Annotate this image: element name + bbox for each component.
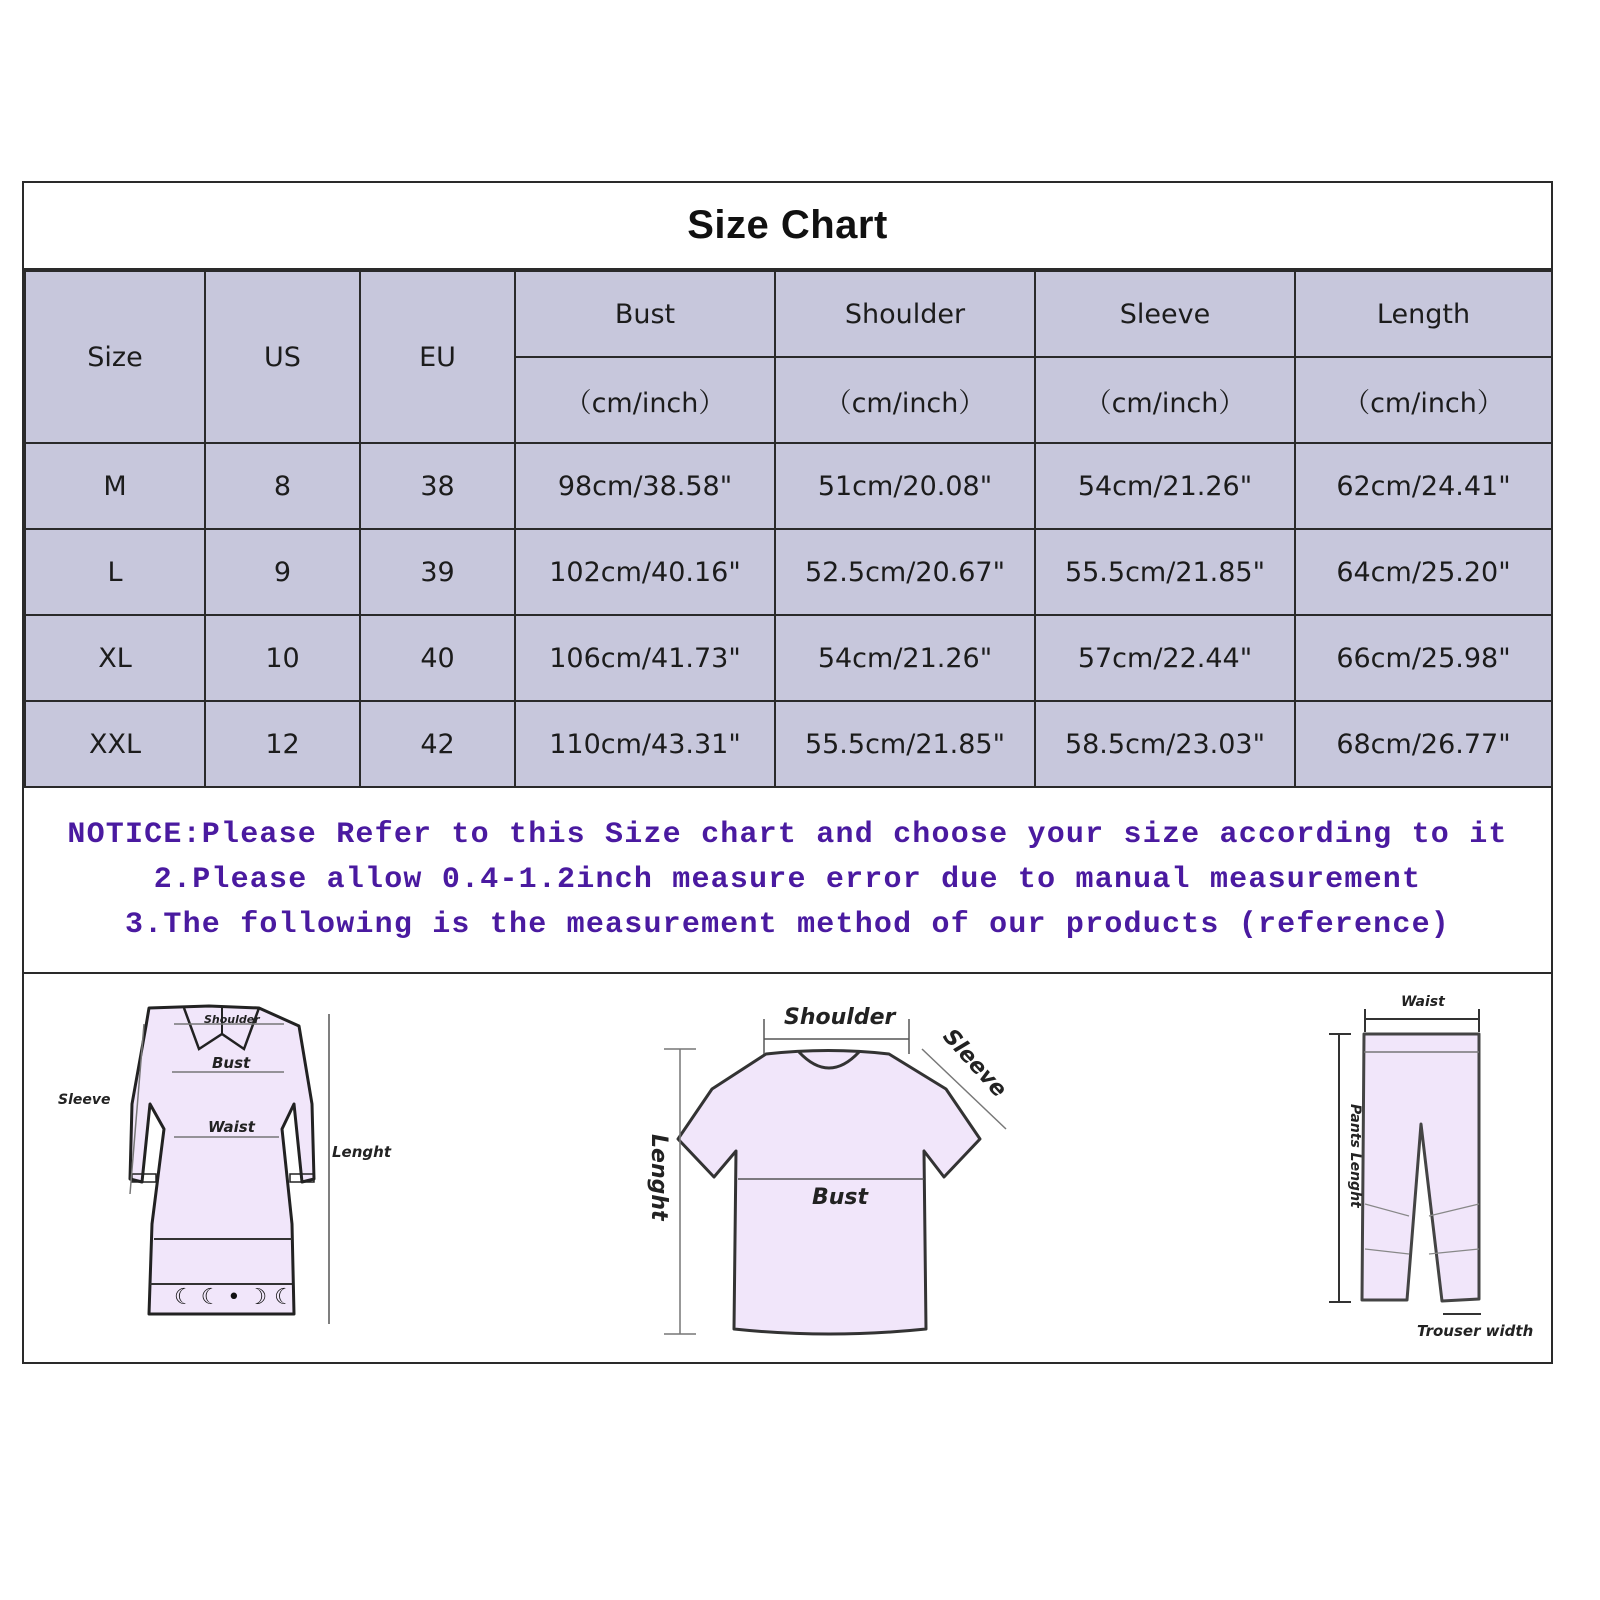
tshirt-diagram-icon (614, 989, 1034, 1349)
cell-us: 12 (205, 701, 360, 787)
header-sleeve: Sleeve (1035, 271, 1295, 357)
cell-eu: 38 (360, 443, 515, 529)
cell-us: 9 (205, 529, 360, 615)
unit-length: （cm/inch） (1295, 357, 1552, 443)
cell-shoulder: 51cm/20.08" (775, 443, 1035, 529)
header-length: Length (1295, 271, 1552, 357)
unit-bust: （cm/inch） (515, 357, 775, 443)
pants-length-label: Pants Lenght (1347, 1104, 1363, 1208)
header-bust: Bust (515, 271, 775, 357)
notice-line-2: 2.Please allow 0.4-1.2inch measure error due to manual measurement (153, 862, 1422, 897)
cell-shoulder: 54cm/21.26" (775, 615, 1035, 701)
svg-text:☾ ☾ • ☽ ☾: ☾ ☾ • ☽ ☾ (174, 1285, 294, 1310)
cell-sleeve: 54cm/21.26" (1035, 443, 1295, 529)
measurement-diagrams (24, 974, 1551, 1362)
table-row (25, 529, 1552, 615)
table-row (25, 701, 1552, 787)
size-chart-frame (22, 181, 1553, 1364)
unit-shoulder: （cm/inch） (775, 357, 1035, 443)
header-us: US (205, 271, 360, 443)
table-row (25, 443, 1552, 529)
pants-width-label: Trouser width (1417, 1322, 1534, 1340)
cell-shoulder: 52.5cm/20.67" (775, 529, 1035, 615)
cell-size: XXL (25, 701, 205, 787)
cell-shoulder: 55.5cm/21.85" (775, 701, 1035, 787)
dress-shoulder-label: Shoulder (204, 1013, 260, 1026)
unit-sleeve: （cm/inch） (1035, 357, 1295, 443)
cell-sleeve: 57cm/22.44" (1035, 615, 1295, 701)
cell-eu: 42 (360, 701, 515, 787)
tshirt-shoulder-label: Shoulder (784, 1005, 896, 1030)
cell-bust: 106cm/41.73" (515, 615, 775, 701)
cell-size: XL (25, 615, 205, 701)
cell-bust: 110cm/43.31" (515, 701, 775, 787)
dress-bust-label: Bust (212, 1054, 251, 1072)
dress-waist-label: Waist (208, 1118, 255, 1136)
size-table (24, 270, 1553, 788)
header-eu: EU (360, 271, 515, 443)
notice-line-3: 3.The following is the measurement method of our products (reference) (124, 907, 1450, 942)
notice-block (24, 788, 1551, 974)
table-row (25, 615, 1552, 701)
cell-length: 62cm/24.41" (1295, 443, 1552, 529)
cell-us: 8 (205, 443, 360, 529)
cell-length: 64cm/25.20" (1295, 529, 1552, 615)
header-row (25, 271, 1552, 357)
tshirt-sleeve-label: Sleeve (937, 1024, 1012, 1103)
cell-eu: 39 (360, 529, 515, 615)
cell-length: 66cm/25.98" (1295, 615, 1552, 701)
tshirt-length-label: Lenght (646, 1134, 671, 1221)
cell-size: L (25, 529, 205, 615)
notice-line-1: NOTICE:Please Refer to this Size chart and choose your size according to it (67, 817, 1508, 852)
page-title: Size Chart (687, 203, 888, 247)
pants-diagram-icon (1309, 984, 1559, 1354)
cell-sleeve: 55.5cm/21.85" (1035, 529, 1295, 615)
pants-waist-label: Waist (1401, 994, 1445, 1010)
cell-us: 10 (205, 615, 360, 701)
dress-sleeve-label: Sleeve (58, 1092, 111, 1108)
cell-bust: 102cm/40.16" (515, 529, 775, 615)
title-row (24, 183, 1551, 270)
dress-length-label: Lenght (332, 1143, 391, 1161)
cell-size: M (25, 443, 205, 529)
cell-eu: 40 (360, 615, 515, 701)
tshirt-bust-label: Bust (812, 1185, 869, 1210)
cell-bust: 98cm/38.58" (515, 443, 775, 529)
dress-diagram-icon (54, 994, 394, 1334)
cell-length: 68cm/26.77" (1295, 701, 1552, 787)
header-size: Size (25, 271, 205, 443)
cell-sleeve: 58.5cm/23.03" (1035, 701, 1295, 787)
header-shoulder: Shoulder (775, 271, 1035, 357)
